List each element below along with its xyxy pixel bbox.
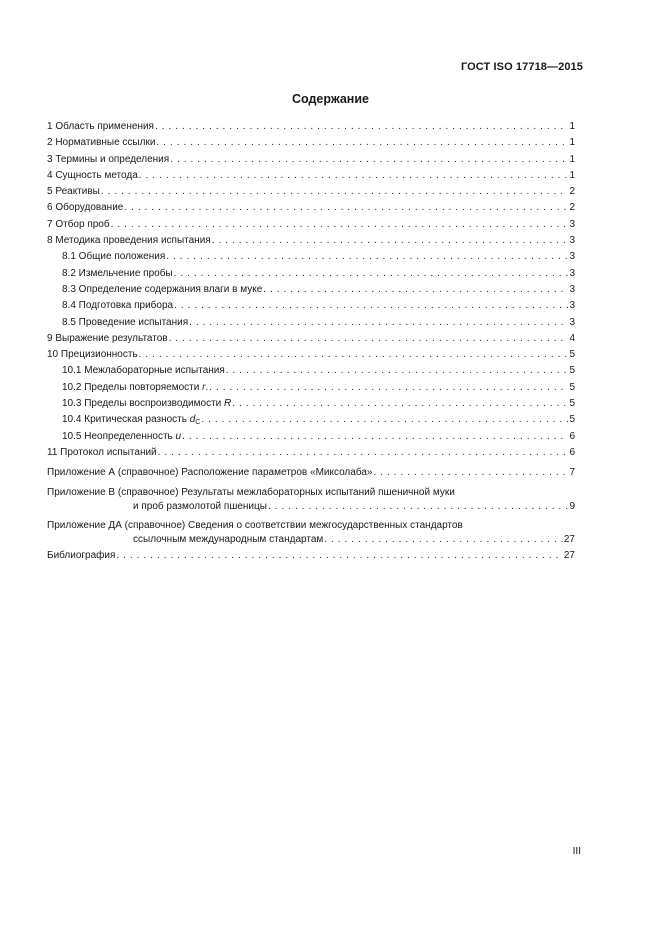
toc-entry-label: 7 Отбор проб xyxy=(47,218,110,230)
toc-entry-line2[interactable] xyxy=(47,499,575,515)
toc-entry[interactable] xyxy=(47,429,575,445)
toc-entry-page: 5 xyxy=(569,365,575,377)
toc-entry-page: 3 xyxy=(569,300,575,312)
toc-leader-dots xyxy=(166,249,568,265)
toc-leader-dots xyxy=(189,315,568,331)
toc-entry[interactable] xyxy=(47,445,575,461)
toc-entry-page: 1 xyxy=(569,169,575,181)
toc-entry-label: Приложение ДА (справочное) Сведения о соответствии межгосударственных стандартов xyxy=(47,519,463,531)
standard-number: ГОСТ ISO 17718—2015 xyxy=(460,61,583,73)
toc-entry-label: 5 Реактивы xyxy=(47,186,100,198)
toc-leader-dots xyxy=(174,298,568,314)
toc-entry-label-symbol: r xyxy=(202,381,206,393)
toc-entry[interactable] xyxy=(47,465,575,481)
toc-entry[interactable] xyxy=(47,152,575,168)
toc-entry-label-continued: ссылочным международным стандартам xyxy=(133,533,324,545)
toc-entry-page: 3 xyxy=(569,283,575,295)
toc-entry[interactable] xyxy=(47,135,575,151)
toc-entry-label: 8.1 Общие положения xyxy=(62,251,166,263)
toc-leader-dots xyxy=(111,217,569,233)
toc-entry-label xyxy=(62,429,181,445)
toc-entry-page: 5 xyxy=(569,381,575,393)
toc-entry-label: 8.3 Определение содержания влаги в муке xyxy=(62,283,263,295)
toc-leader-dots xyxy=(373,465,568,481)
toc-entry-page: 3 xyxy=(569,316,575,328)
toc-entry[interactable] xyxy=(47,282,575,298)
toc-entry-page: 3 xyxy=(569,251,575,263)
toc-entry[interactable] xyxy=(47,548,575,564)
toc-entry-page: 6 xyxy=(569,430,575,442)
toc-entry-page: 3 xyxy=(569,267,575,279)
toc-leader-dots xyxy=(201,412,568,428)
toc-leader-dots xyxy=(263,282,568,298)
toc-entry-page: 4 xyxy=(569,332,575,344)
toc-entry-label: Библиография xyxy=(47,550,116,562)
toc-leader-dots xyxy=(232,396,568,412)
toc-entry-page: 2 xyxy=(569,186,575,198)
toc-entry-label-symbol: u xyxy=(175,430,182,442)
toc-entry[interactable] xyxy=(47,184,575,200)
toc-entry-label-text: 10.3 Пределы воспроизводимости xyxy=(62,398,225,410)
toc-entry-label: 2 Нормативные ссылки xyxy=(47,137,156,149)
toc-entry-page: 2 xyxy=(569,202,575,214)
toc-entry-label: 11 Протокол испытаний xyxy=(47,446,157,458)
toc-leader-dots xyxy=(155,119,568,135)
toc-entry[interactable] xyxy=(47,380,575,396)
toc-entry-line1[interactable] xyxy=(47,486,575,499)
page-title: Содержание xyxy=(291,92,369,106)
toc-entry-label: 1 Область применения xyxy=(47,121,154,132)
toc-entry-label: 3 Термины и определения xyxy=(47,153,170,165)
toc-entry-label-suffix: . xyxy=(205,381,209,393)
toc-entry-label xyxy=(62,380,208,396)
toc-entry-label: 10.1 Межлабораторные испытания xyxy=(62,365,225,377)
toc-entry-label-subscript: C xyxy=(195,419,201,427)
toc-entry[interactable] xyxy=(47,266,575,282)
toc-leader-dots xyxy=(156,135,568,151)
toc-entry-page: 27 xyxy=(563,550,575,562)
toc-entry[interactable] xyxy=(47,119,575,135)
page-number: III xyxy=(572,846,581,857)
toc-entry-label: 8.4 Подготовка прибора xyxy=(62,300,174,312)
toc-entry-page: 1 xyxy=(569,121,575,132)
table-of-contents xyxy=(47,119,575,564)
toc-leader-dots xyxy=(182,429,568,445)
toc-entry-page: 27 xyxy=(563,533,575,545)
toc-entry[interactable] xyxy=(47,233,575,249)
toc-entry-page: 5 xyxy=(569,398,575,410)
toc-leader-dots xyxy=(212,233,569,249)
toc-entry[interactable] xyxy=(47,298,575,314)
toc-leader-dots xyxy=(226,363,569,379)
toc-entry[interactable] xyxy=(47,217,575,233)
toc-entry[interactable] xyxy=(47,412,575,428)
toc-entry[interactable] xyxy=(47,363,575,379)
toc-leader-dots xyxy=(101,184,569,200)
toc-entry-label: 8.2 Измельчение пробы xyxy=(62,267,173,279)
toc-leader-dots xyxy=(268,499,569,515)
toc-entry-label: 10 Прецизионность xyxy=(47,349,138,361)
toc-entry-page: 1 xyxy=(569,153,575,165)
toc-entry[interactable] xyxy=(47,347,575,363)
toc-entry[interactable] xyxy=(47,396,575,412)
toc-entry-page: 5 xyxy=(569,349,575,361)
toc-entry-label: 9 Выражение результатов xyxy=(47,332,168,344)
toc-entry-label: Приложение А (справочное) Расположение параметров «Миксолаба» xyxy=(47,467,373,479)
toc-entry[interactable] xyxy=(47,331,575,347)
toc-entry-page: 6 xyxy=(569,446,575,458)
toc-entry-label: 8 Методика проведения испытания xyxy=(47,235,211,247)
toc-leader-dots xyxy=(174,266,569,282)
toc-entry-page: 3 xyxy=(569,218,575,230)
toc-entry-line2[interactable] xyxy=(47,532,575,548)
toc-entry-page: 7 xyxy=(569,467,575,479)
toc-entry[interactable] xyxy=(47,168,575,184)
toc-entry-label-symbol: R xyxy=(224,398,232,410)
toc-entry-label: Приложение В (справочное) Результаты межлабораторных испытаний пшеничной муки xyxy=(47,486,455,498)
toc-entry-label-symbol: d xyxy=(189,414,196,426)
toc-leader-dots xyxy=(139,168,569,184)
toc-leader-dots xyxy=(139,347,569,363)
toc-entry-label: 4 Сущность метода xyxy=(47,169,138,181)
toc-entry[interactable] xyxy=(47,200,575,216)
toc-leader-dots xyxy=(116,548,562,564)
toc-entry-page: 5 xyxy=(569,414,575,426)
toc-entry-label-continued: и проб размолотой пшеницы xyxy=(133,500,267,512)
toc-entry-page: 9 xyxy=(569,500,575,512)
toc-leader-dots xyxy=(324,532,563,548)
toc-entry[interactable] xyxy=(47,315,575,331)
toc-leader-dots xyxy=(170,152,568,168)
toc-entry-label xyxy=(62,396,231,412)
toc-leader-dots xyxy=(158,445,569,461)
toc-entry-label-text: 10.4 Критическая разность xyxy=(62,414,190,426)
toc-entry-label: 6 Оборудование xyxy=(47,202,124,214)
toc-entry-page: 3 xyxy=(569,235,575,247)
toc-entry[interactable] xyxy=(47,249,575,265)
toc-entry-label-text: 10.5 Неопределенность xyxy=(62,430,176,442)
toc-leader-dots xyxy=(169,331,569,347)
toc-leader-dots xyxy=(124,200,568,216)
toc-entry-label-text: 10.2 Пределы повторяемости xyxy=(62,381,203,393)
toc-leader-dots xyxy=(209,380,568,396)
toc-entry-label: 8.5 Проведение испытания xyxy=(62,316,189,328)
toc-entry-page: 1 xyxy=(569,137,575,149)
toc-entry-line1[interactable] xyxy=(47,519,575,532)
